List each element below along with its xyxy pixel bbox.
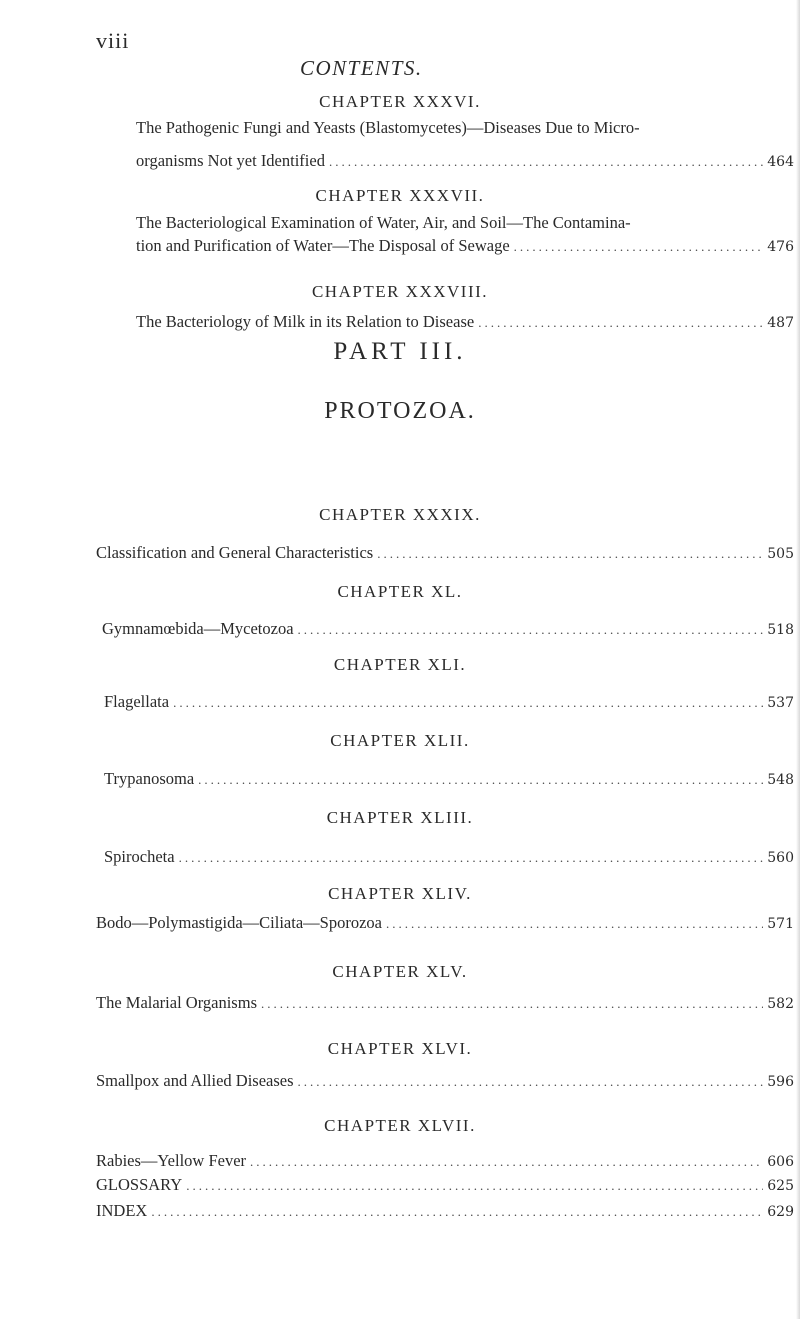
toc-entry[interactable] [136, 312, 794, 332]
toc-entry-title: tion and Purification of Water—The Disposal of Sewage [136, 236, 510, 255]
chapter-heading: CHAPTER XL. [337, 582, 463, 601]
toc-entry-title: Flagellata [104, 692, 170, 711]
toc-page-number: 537 [767, 695, 794, 711]
chapter-heading: CHAPTER XLVI. [327, 1039, 473, 1058]
dot-leader [514, 239, 764, 255]
chapter-heading: CHAPTER XXXIX. [319, 505, 481, 524]
toc-page-number: 582 [767, 996, 794, 1012]
toc-entry-title: The Malarial Organisms [96, 993, 257, 1012]
chapter-heading: CHAPTER XLII. [330, 731, 470, 750]
dot-leader [173, 695, 763, 711]
toc-entry-glossary[interactable] [96, 1168, 794, 1195]
running-head [0, 0, 800, 90]
dot-leader [298, 1074, 764, 1090]
toc-page-number: 464 [767, 154, 794, 170]
toc-page-number: 629 [767, 1204, 794, 1220]
page-folio: viii [96, 28, 130, 53]
dot-leader [329, 154, 763, 170]
toc-entry-title: Classification and General Characteristics [96, 543, 374, 562]
part-title: PART III. [333, 338, 467, 365]
chapter-heading: CHAPTER XXXVI. [319, 92, 481, 111]
dot-leader [298, 622, 764, 638]
toc-entry[interactable] [96, 536, 794, 563]
chapter-heading: CHAPTER XLIV. [328, 884, 472, 903]
toc-entry-title: INDEX [96, 1201, 148, 1220]
dot-leader [151, 1204, 763, 1220]
toc-entry-title: organisms Not yet Identified [136, 151, 325, 170]
toc-entry-title: Trypanosoma [104, 769, 195, 788]
chapter-heading: CHAPTER XLI. [333, 655, 467, 674]
toc-entry-title: GLOSSARY [96, 1175, 183, 1194]
running-title: CONTENTS. [300, 56, 423, 80]
chapter-heading: CHAPTER XLV. [332, 962, 468, 981]
toc-entry[interactable] [96, 1066, 794, 1091]
toc-entry-line: The Pathogenic Fungi and Yeasts (Blastomycetes)—Diseases Due to Micro- [136, 118, 640, 137]
toc-page-number: 476 [767, 239, 794, 255]
toc-entry-line: The Bacteriological Examination of Water, Air, and Soil—The Contamina- [136, 213, 631, 232]
toc-entry[interactable] [136, 236, 794, 256]
toc-entry[interactable] [136, 140, 794, 171]
toc-entry-title: Gymnamœbida—Mycetozoa [102, 619, 294, 638]
chapter-heading: CHAPTER XLIII. [326, 808, 474, 827]
dot-leader [377, 546, 763, 562]
toc-entry[interactable] [104, 836, 794, 867]
toc-entry[interactable] [104, 685, 794, 712]
toc-entry[interactable] [96, 1142, 794, 1171]
dot-leader [261, 996, 763, 1012]
toc-page-number: 548 [767, 772, 794, 788]
toc-entry[interactable] [96, 913, 794, 933]
toc-entry-title: Smallpox and Allied Diseases [96, 1071, 294, 1090]
part-subtitle: PROTOZOA. [324, 398, 476, 424]
toc-entry-index[interactable] [96, 1194, 794, 1221]
dot-leader [478, 315, 763, 331]
toc-entry-title: Bodo—Polymastigida—Ciliata—Sporozoa [96, 913, 382, 932]
toc-page-number: 518 [767, 622, 794, 638]
toc-entry-title: Rabies—Yellow Fever [96, 1151, 247, 1170]
toc-page-number: 596 [767, 1074, 794, 1090]
dot-leader [179, 850, 764, 866]
chapter-heading: CHAPTER XXXVIII. [311, 282, 489, 301]
toc-page-number: 560 [767, 850, 794, 866]
toc-page-number: 487 [767, 315, 794, 331]
chapter-heading: CHAPTER XXXVII. [315, 186, 485, 205]
dot-leader [386, 916, 763, 932]
toc-entry[interactable] [96, 988, 794, 1013]
toc-entry[interactable] [104, 758, 794, 789]
dot-leader [186, 1178, 763, 1194]
toc-entry-title: The Bacteriology of Milk in its Relation to Disease [136, 312, 475, 331]
toc-entry[interactable] [102, 612, 794, 639]
toc-page-number: 505 [767, 546, 794, 562]
toc-page-number: 625 [767, 1178, 794, 1194]
toc-page-number: 571 [767, 916, 794, 932]
toc-page-number: 606 [767, 1154, 794, 1170]
chapter-heading: CHAPTER XLVII. [324, 1116, 476, 1135]
toc-entry-title: Spirocheta [104, 847, 175, 866]
dot-leader [198, 772, 763, 788]
